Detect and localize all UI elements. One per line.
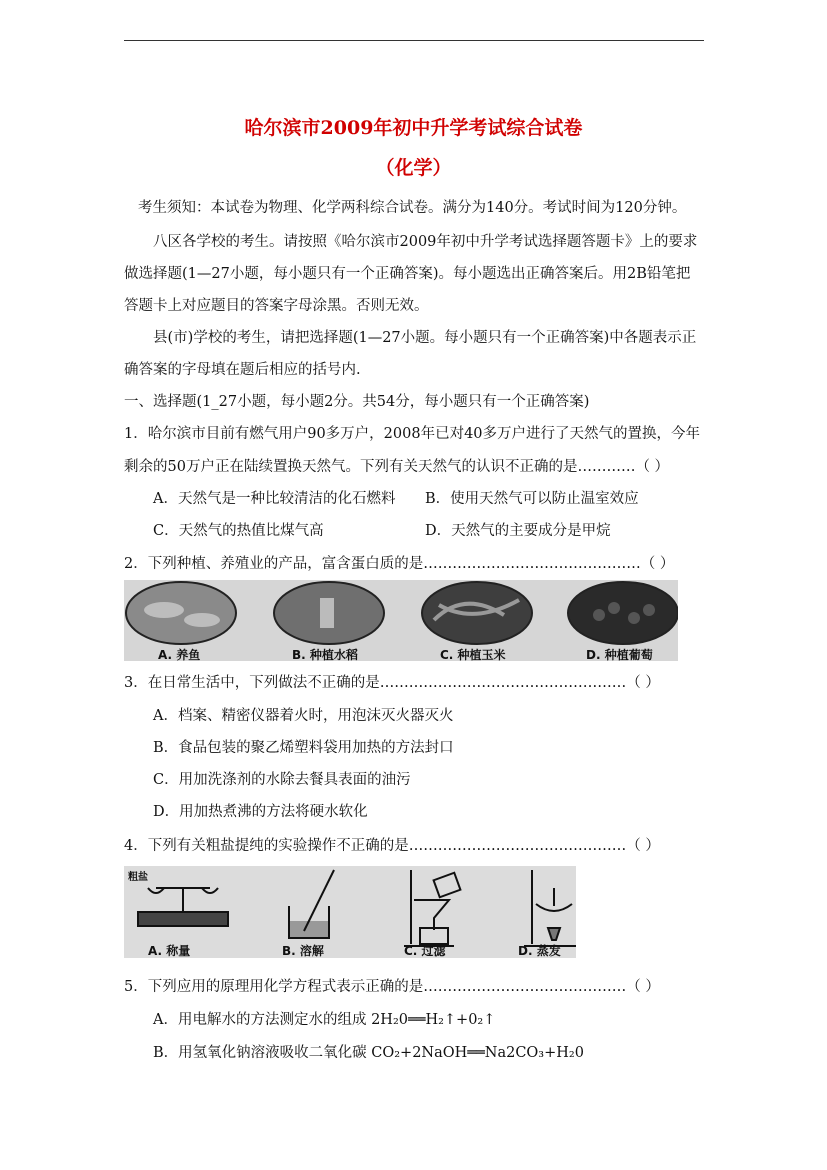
q4-stem: 4．下列有关粗盐提纯的实验操作不正确的是………………………………………（ ） [124,838,660,854]
section-heading: 一、选择题(1_27小题，每小题2分。共54分，每小题只有一个正确答案) [124,394,590,410]
q2-caption-a: A. 养鱼 [158,648,201,662]
q5-option-a: A．用电解水的方法测定水的组成 2H₂0══H₂↑+0₂↑ [153,1012,496,1028]
q5-stem: 5．下列应用的原理用化学方程式表示正确的是……………………………………（ ） [124,979,660,995]
q4-caption-d: D. 蒸发 [518,944,561,958]
q2-caption-d: D. 种植葡萄 [586,648,653,662]
q2-stem: 2．下列种植、养殖业的产品，富含蛋白质的是………………………………………（ ） [124,556,675,572]
q1-option-a: A．天然气是一种比较清洁的化石燃料 [153,491,396,507]
q1-option-d: D．天然气的主要成分是甲烷 [425,523,611,539]
notice-line-4: 答题卡上对应题目的答案字母涂黑。否则无效。 [124,298,429,314]
q3-option-c: C．用加洗涤剂的水除去餐具表面的油污 [153,772,411,788]
q3-option-a: A．档案、精密仪器着火时，用泡沫灭火器灭火 [153,708,454,724]
notice-line-1: 考生须知：本试卷为物理、化学两科综合试卷。满分为140分。考试时间为120分钟。 [138,200,687,216]
notice-line-2: 八区各学校的考生。请按照《哈尔滨市2009年初中升学考试选择题答题卡》上的要求 [153,234,698,250]
q2-caption-b: B. 种植水稻 [292,648,358,662]
q3-option-d: D．用加热煮沸的方法将硬水软化 [153,804,368,820]
notice-line-6: 确答案的字母填在题后相应的括号内. [124,362,361,378]
q2-caption-c: C. 种植玉米 [440,648,506,662]
q1-stem-line-1: 1．哈尔滨市目前有燃气用户90多万户，2008年已对40多万户进行了天然气的置换，今年 [124,426,701,442]
q3-stem: 3．在日常生活中，下列做法不正确的是……………………………………………（ ） [124,675,660,691]
q4-caption-b: B. 溶解 [282,944,324,958]
q1-option-b: B．使用天然气可以防止温室效应 [425,491,639,507]
q2-figure [124,580,678,661]
q4-caption-c: C. 过滤 [404,944,446,958]
q5-option-b: B．用氢氧化钠溶液吸收二氧化碳 CO₂+2NaOH══Na2CO₃+H₂0 [153,1045,584,1061]
q4-caption-a: A. 称量 [148,944,191,958]
notice-line-5: 县(市)学校的考生，请把选择题(1—27小题。每小题只有一个正确答案)中各题表示正 [153,330,697,346]
q1-stem-line-2: 剩余的50万户正在陆续置换天然气。下列有关天然气的认识不正确的是…………（ ） [124,459,670,475]
q4-figure [124,866,576,958]
notice-line-3: 做选择题(1—27小题，每小题只有一个正确答案)。每小题选出正确答案后。用2B铅笔把 [124,266,691,282]
page-title: 哈尔滨市2009年初中升学考试综合试卷 [244,117,583,139]
header-rule [124,40,704,41]
q3-option-b: B．食品包装的聚乙烯塑料袋用加热的方法封口 [153,740,454,756]
q4-figure-art [124,866,576,958]
grape-image [568,582,678,644]
page-subtitle: （化学） [375,157,452,179]
q4-salt-label: 粗盐 [128,872,148,883]
q1-option-c: C．天然气的热值比煤气高 [153,523,324,539]
